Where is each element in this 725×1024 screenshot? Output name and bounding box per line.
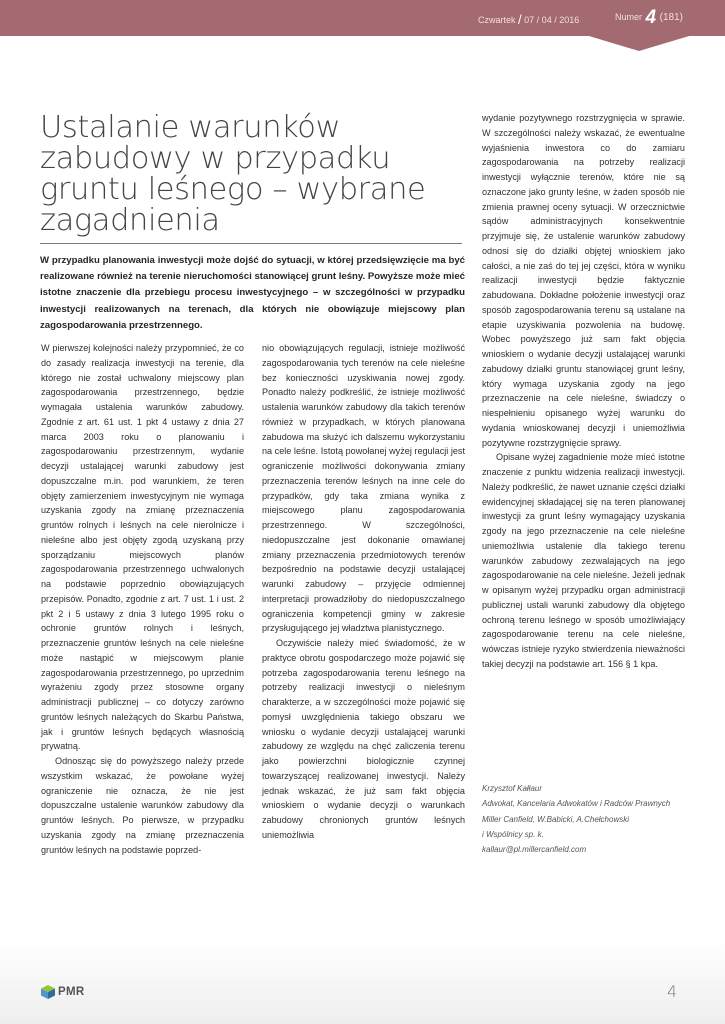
pmr-logo-icon <box>41 985 55 999</box>
issue-number-label: Numer <box>615 12 643 22</box>
author-firm-suffix: i Wspólnicy sp. k. <box>482 829 544 839</box>
issue-number <box>615 7 683 29</box>
paragraph: W pierwszej kolejności należy przypomnieć, że co do zasady realizacja inwestycji na terenie, dla którego nie został uchwalony miejscowy plan zagospodarowania przestrzennego, będzie wymagała ustalenia warunków zabudowy. Zgodnie z art. 61 ust. 1 pkt 4 ustawy z dnia 27 marca 2003 roku o planowaniu i zagospodarowaniu przestrzennym, wydanie decyzji ustalającej warunki zabudowy jest dopuszczalne m.in. pod warunkiem, że teren objęty zamierzeniem inwestycyjnym nie wymaga uzyskania zgody na zmianę przeznaczenia gruntów rolnych i leśnych na cele nierolnicze i nieleśne albo jest objęty zgodą uzyskaną przy sporządzaniu miejscowych planów zagospodarowania przestrzennego uchwalonych na podstawie poprzednio obowiązujących przepisów. Ponadto, zgodnie z art. 7 ust. 1 i ust. 2 pkt 2 i 5 ustawy z dnia 3 lutego 1995 roku o ochronie gruntów rolnych i leśnych, przeznaczenie gruntów leśnych na cele nieleśne może nastąpić w miejscowym planie zagospodarowania przestrzennego, po uprzednim wyrażeniu zgody przez stosowne organy administracji publicznej – co dotyczy zarówno gruntów leśnych należących do Skarbu Państwa, jak i gruntów leśnych będących własnością prywatną. <box>41 343 244 752</box>
date-slash: / <box>518 12 522 27</box>
issue-number-total: (181) <box>659 12 683 23</box>
author-block <box>482 781 722 857</box>
issue-day: Czwartek <box>478 15 516 25</box>
text-column-1 <box>41 341 244 857</box>
page-number: 4 <box>667 982 678 1001</box>
paragraph: wydanie pozytywnego rozstrzygnięcia w sprawie. W szczególności należy wskazać, że ewentualne wyjaśnienia inwestora co do zamiaru zagospodarowania na potrzeby realizacji inwestycji wyłącznie terenów, które nie są oznaczone jako grunty leśne, w żaden sposób nie zmienia prawnej oceny sytuacji. W orzecznictwie sądów administracyjnych konsekwentnie przyjmuje się, że ustalenie warunków zabudowy odnosi się do działki objętej wnioskiem jako całości, a nie zaś do tej jej części, która w wyniku realizacji inwestycji będzie faktycznie zabudowana. Dokładne położenie inwestycji oraz sposób zagospodarowania terenu są ustalane na etapie uzyskiwania pozwolenia na budowę. Wobec powyższego już sam fakt objęcia wnioskiem o wydanie decyzji ustalającej warunki zabudowy działki gruntu stanowiącej grunt leśny, który wymaga uzyskania zgody na jego przeznaczenie na cele nieleśne, świadczy o niespełnieniu opisanego wyżej warunku do wydania wnioskowanej decyzji i uniemożliwia pozytywne rozstrzygnięcie sprawy. <box>482 113 685 448</box>
author-role: Adwokat, Kancelaria Adwokatów i Radców Prawnych <box>482 799 671 809</box>
text-column-2 <box>262 341 465 843</box>
paragraph: nio obowiązujących regulacji, istnieje możliwość zagospodarowania tych terenów na cele nieleśne bez konieczności uzyskiwania nowej zgody. Ponadto należy podkreślić, że istnieje możliwość ustalenia warunków zabudowy dla takich terenów również w przypadkach, w których planowana zabudowa ma służyć ich dalszemu wykorzystaniu na cele leśne. Istotą powołanej wyżej regulacji jest ograniczenie możliwości dokonywania zmiany przeznaczenia terenów leśnych na inne cele do przypadków, gdy taka zmiana wynika z miejscowego planu zagospodarowania przestrzennego. W szczególności, niedopuszczalne jest dokonanie omawianej zmiany przeznaczenia przedmiotowych terenów bezpośrednio na podstawie decyzji ustalającej warunki zabudowy – przyjęcie odmiennej interpretacji prowadziłoby do niedopuszczalnego ograniczenia kompetencji gminy w zakresie przysługującego jej władztwa planistycznego. <box>262 343 465 634</box>
paragraph: Oczywiście należy mieć świadomość, że w praktyce obrotu gospodarczego może pojawić się potrzeba zagospodarowania terenu leśnego na potrzeby realizacji inwestycji o nieleśnym charakterze, a w szczególności może pojawić się pomysł uwzględnienia takiego obszaru we wniosku o wydanie decyzji ustalającej warunki zabudowy ze względu na chęć zaliczenia terenu jako powierzchni biologicznie czynnej towarzyszącej realizowanej inwestycji. Należy jednak wskazać, że już sam fakt objęcia wnioskiem o wydanie decyzji o warunkach zabudowy chronionych gruntów leśnych uniemożliwia <box>262 638 465 840</box>
text-column-3 <box>482 111 685 672</box>
author-firm: Miller Canfield, W.Babicki, A.Chełchowski <box>482 814 630 824</box>
article-lead: W przypadku planowania inwestycji może dojść do sytuacji, w której przedsięwzięcie ma być realizowane również na terenie nieruchomości stanowiącej grunt leśny. Powyższe może mieć istotne znaczenie dla przebiegu procesu inwestycyjnego – w szczególności w przypadku inwestycji realizowanych na terenach, dla których nie obowiązuje miejscowy plan zagospodarowania przestrzennego. <box>40 255 465 331</box>
issue-date-value: 07 / 04 / 2016 <box>524 15 580 25</box>
paragraph: Odnosząc się do powyższego należy przede wszystkim wskazać, że powołane wyżej ograniczenie nie oznacza, że nie jest dopuszczalne ustalenie warunków zabudowy dla gruntów leśnych. Po pierwsze, w przypadku uzyskania zgody na zmianę przeznaczenia gruntów leśnych na podstawie poprzed- <box>41 756 244 855</box>
logo-text: PMR <box>58 986 85 998</box>
author-name: Krzysztof Kałłaur <box>482 784 543 793</box>
title-divider <box>40 243 462 244</box>
pmr-logo <box>41 985 84 999</box>
paragraph: Opisane wyżej zagadnienie może mieć istotne znaczenie z punktu widzenia realizacji inwestycji. Należy podkreślić, że nawet uznanie części działki ewidencyjnej składającej się na teren planowanej inwestycji za grunt leśny wymagający uzyskania zgody na jego przeznaczenie na cele nieleśne uniemożliwia ustalenie dla takiego terenu warunków zabudowy zezwalających na jego zagospodarowanie na cele nieleśne. Jeżeli jednak w opisanym wyżej przypadku organ administracji publicznej ustali warunki zabudowy dla objętego ochroną terenu leśnego w sposób umożliwiający zagospodarowanie terenu na cele nieleśne, wówczas istnieje ryzyko stwierdzenia nieważności takiej decyzji na podstawie art. 156 § 1 kpa. <box>482 452 685 669</box>
issue-number-value: 4 <box>645 7 657 28</box>
issue-date <box>478 12 579 27</box>
footer-band <box>0 940 725 1024</box>
article-title: Ustalanie warunków zabudowy w przypadku gruntu leśnego – wybrane zagadnienia <box>40 110 426 238</box>
author-email[interactable]: kallaur@pl.millercanfield.com <box>482 845 587 855</box>
